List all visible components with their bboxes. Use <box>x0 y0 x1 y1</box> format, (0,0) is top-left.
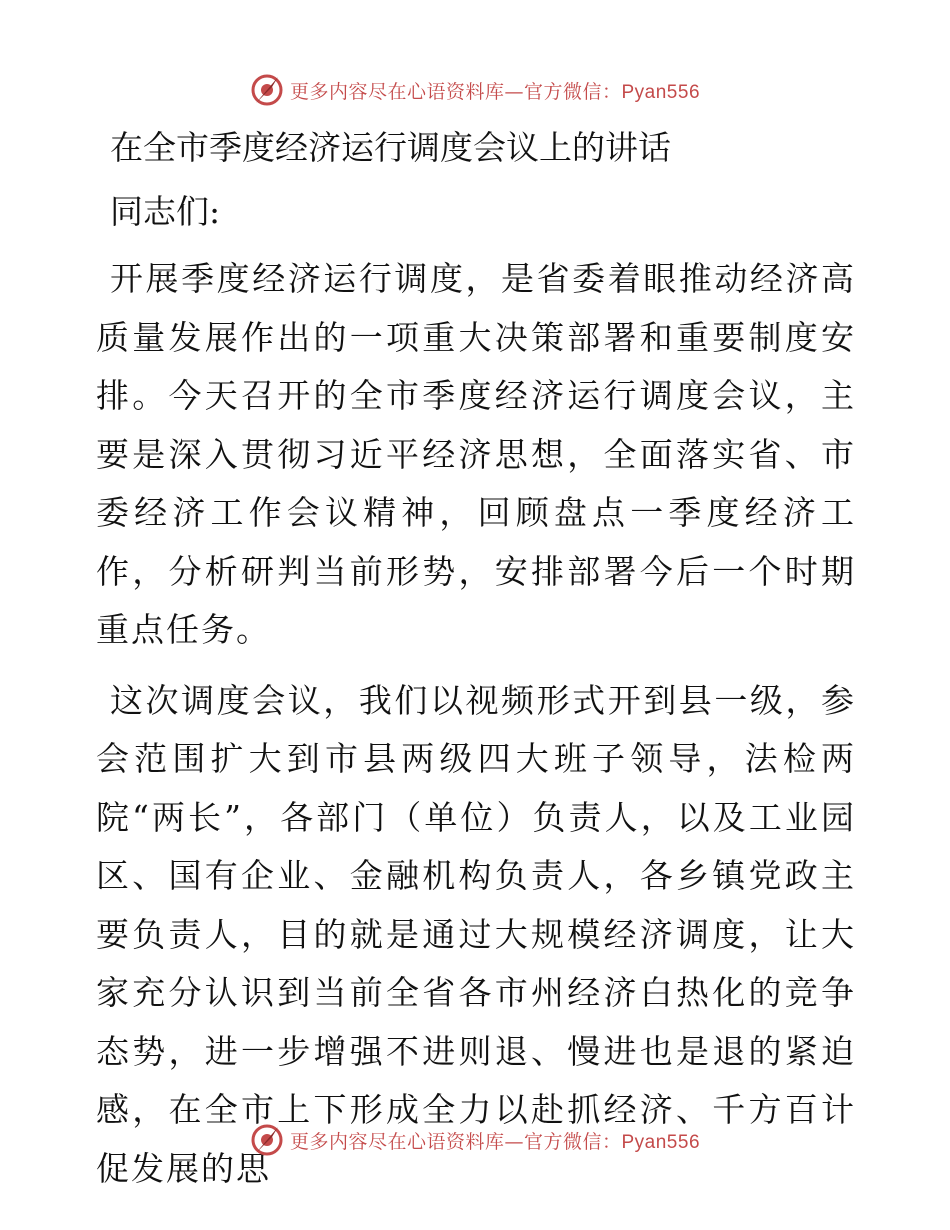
watermark-banner-bottom <box>0 1120 950 1160</box>
greeting: 同志们: <box>110 192 221 231</box>
watermark-wechat-id: Pyan556 <box>621 81 701 103</box>
paragraph-2: 这次调度会议，我们以视频形式开到县一级，参会范围扩大到市县两级四大班子领导，法检两院“两长”，各部门（单位）负责人，以及工业园区、国有企业、金融机构负责人，各乡镇党政主要负责人，目的就是通过大规模经济调度，让大家充分认识到当前全省各市州经济白热化的竞争态势，进一步增强不进则退、慢进也是退的紧迫感，在全市上下形成全力以赴抓经济、千方百计促发展的思 <box>96 680 856 1188</box>
document-body <box>96 120 856 1210</box>
watermark-wechat-id: Pyan556 <box>621 1131 701 1153</box>
watermark-text: 更多内容尽在心语资料库—官方微信：Pyan556 <box>289 1130 701 1153</box>
paragraph-1: 开展季度经济运行调度，是省委着眼推动经济高质量发展作出的一项重大决策部署和重要制度安排。今天召开的全市季度经济运行调度会议，主要是深入贯彻习近平经济思想，全面落实省、市委经济工作会议精神，回顾盘点一季度经济工作，分析研判当前形势，安排部署今后一个时期重点任务。 <box>96 259 856 649</box>
document-title: 在全市季度经济运行调度会议上的讲话 <box>110 128 671 167</box>
watermark-text: 更多内容尽在心语资料库—官方微信：Pyan556 <box>289 80 701 103</box>
watermark-banner-top <box>0 70 950 110</box>
quill-logo-icon <box>250 73 284 107</box>
quill-logo-icon <box>250 1123 284 1157</box>
